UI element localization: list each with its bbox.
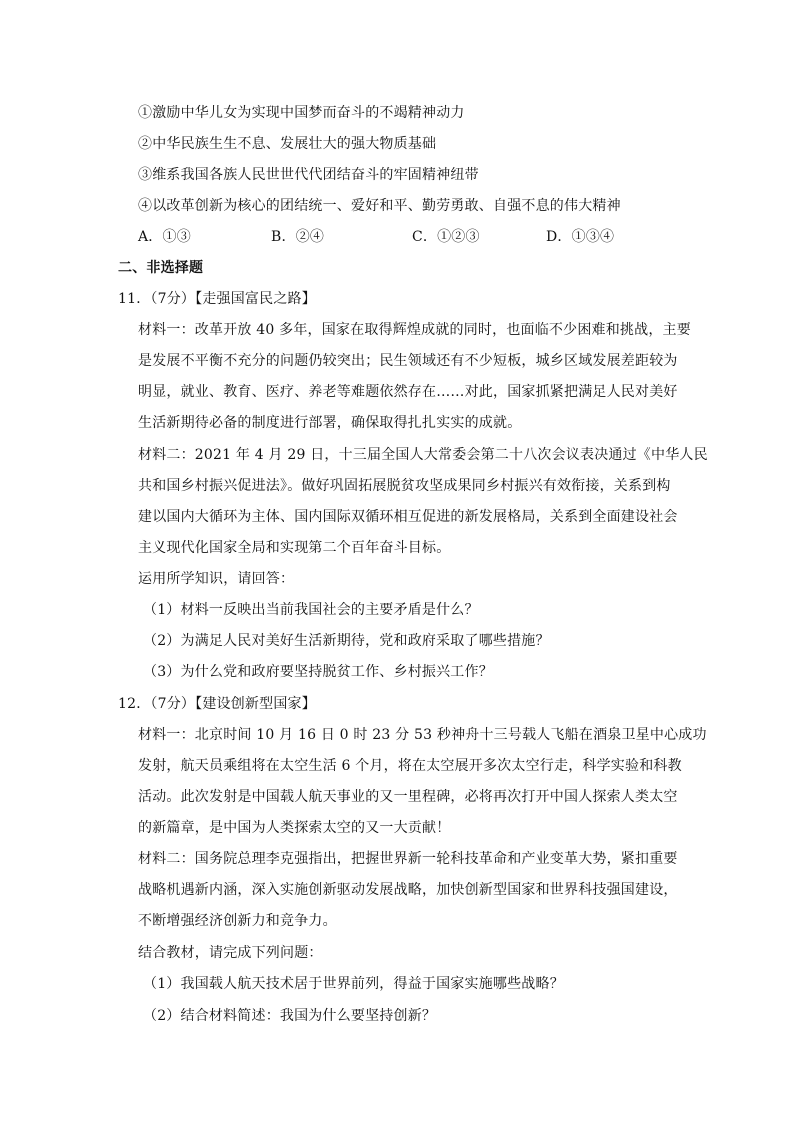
q11-material1-line: 明显，就业、教育、医疗、养老等难题依然存在……对此，国家抓紧把满足人民对美好 (138, 384, 678, 400)
q12-subquestion-1: （1）我国载人航天技术居于世界前列，得益于国家实施哪些战略？ (143, 976, 564, 992)
q12-material2-line: 材料二：国务院总理李克强指出，把握世界新一轮科技革命和产业变革大势，紧扣重要 (138, 851, 678, 867)
q12-prompt: 结合教材，请完成下列问题： (138, 945, 323, 961)
choice-b[interactable]: B．②④ (271, 229, 325, 245)
q12-material2-line: 战略机遇新内涵，深入实施创新驱动发展战略，加快创新型国家和世界科技强国建设， (138, 882, 678, 898)
q11-prompt: 运用所学知识，请回答： (138, 571, 295, 587)
q11-material1-line: 生活新期待必备的制度进行部署，确保取得扎扎实实的成就。 (138, 415, 522, 431)
q11-material1-line: 材料一：改革开放 40 多年，国家在取得辉煌成就的同时，也面临不少困难和挑战，主要 (138, 322, 691, 338)
q12-material2-line: 不断增强经济创新力和竞争力。 (138, 913, 337, 929)
q11-material2-line: 材料二：2021 年 4 月 29 日，十三届全国人大常委会第二十八次会议表决通过《中华人民 (138, 447, 708, 463)
section-title: 二、非选择题 (118, 260, 204, 276)
q12-material1-line: 发射，航天员乘组将在太空生活 6 个月，将在太空展开多次太空行走，科学实验和科教 (138, 758, 682, 774)
question-11-head: 11．（7分）【走强国富民之路】 (118, 291, 316, 307)
q12-subquestion-2: （2）结合材料简述：我国为什么要坚持创新？ (143, 1008, 437, 1024)
choice-a[interactable]: A．①③ (138, 229, 191, 245)
q11-material1-line: 是发展不平衡不充分的问题仍较突出；民生领域还有不少短板，城乡区域发展差距较为 (138, 353, 678, 369)
q11-subquestion-2: （2）为满足人民对美好生活新期待，党和政府采取了哪些措施？ (143, 633, 550, 649)
option-2: ②中华民族生生不息、发展壮大的强大物质基础 (138, 136, 437, 152)
q11-subquestion-1: （1）材料一反映出当前我国社会的主要矛盾是什么？ (143, 602, 479, 618)
q11-material2-line: 主义现代化国家全局和实现第二个百年奋斗目标。 (138, 540, 451, 556)
option-1: ①激励中华儿女为实现中国梦而奋斗的不竭精神动力 (138, 105, 465, 121)
q12-material1-line: 材料一：北京时间 10 月 16 日 0 时 23 分 53 秒神舟十三号载人飞船在酒泉卫星中心成功 (138, 727, 707, 743)
question-12-head: 12．（7分）【建设创新型国家】 (118, 696, 316, 712)
option-3: ③维系我国各族人民世世代代团结奋斗的牢固精神纽带 (138, 167, 479, 183)
choice-c[interactable]: C．①②③ (412, 229, 480, 245)
q11-subquestion-3: （3）为什么党和政府要坚持脱贫工作、乡村振兴工作？ (143, 664, 493, 680)
q11-material2-line: 建以国内大循环为主体、国内国际双循环相互促进的新发展格局，关系到全面建设社会 (138, 509, 678, 525)
choice-d[interactable]: D．①③④ (546, 229, 615, 245)
q12-material1-line: 的新篇章，是中国为人类探索太空的又一大贡献！ (138, 820, 451, 836)
q11-material2-line: 共和国乡村振兴促进法》。做好巩固拓展脱贫攻坚成果同乡村振兴有效衔接，关系到构 (138, 478, 671, 494)
option-4: ④以改革创新为核心的团结统一、爱好和平、勤劳勇敢、自强不息的伟大精神 (138, 198, 621, 214)
q12-material1-line: 活动。此次发射是中国载人航天事业的又一里程碑，必将再次打开中国人探索人类太空 (138, 789, 678, 805)
